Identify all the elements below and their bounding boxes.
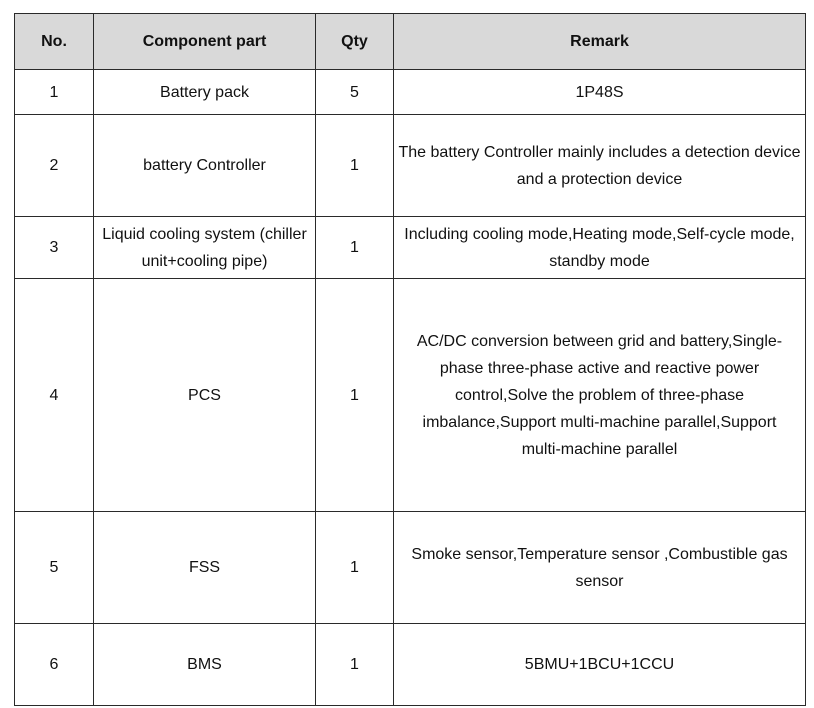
cell-no: 6 [15, 624, 94, 706]
cell-qty: 5 [316, 70, 394, 115]
table-row [15, 624, 806, 706]
table-row [15, 279, 806, 512]
cell-remark: Smoke sensor,Temperature sensor ,Combustible gas sensor [394, 512, 806, 624]
cell-remark: The battery Controller mainly includes a detection device and a protection device [394, 115, 806, 217]
table-row [15, 70, 806, 115]
cell-qty: 1 [316, 217, 394, 279]
cell-qty: 1 [316, 279, 394, 512]
cell-remark: Including cooling mode,Heating mode,Self-cycle mode, standby mode [394, 217, 806, 279]
cell-no: 2 [15, 115, 94, 217]
cell-no: 1 [15, 70, 94, 115]
cell-remark: AC/DC conversion between grid and battery,Single-phase three-phase active and reactive power control,Solve the problem of three-phase imbalance,Support multi-machine parallel,Support multi-machine parallel [394, 279, 806, 512]
cell-qty: 1 [316, 624, 394, 706]
cell-no: 3 [15, 217, 94, 279]
cell-no: 5 [15, 512, 94, 624]
table-row [15, 217, 806, 279]
table-row [15, 115, 806, 217]
cell-part: BMS [94, 624, 316, 706]
cell-part: FSS [94, 512, 316, 624]
cell-remark: 5BMU+1BCU+1CCU [394, 624, 806, 706]
cell-part: Battery pack [94, 70, 316, 115]
cell-part: PCS [94, 279, 316, 512]
header-no: No. [15, 14, 94, 70]
cell-part: battery Controller [94, 115, 316, 217]
cell-qty: 1 [316, 512, 394, 624]
header-component-part: Component part [94, 14, 316, 70]
cell-qty: 1 [316, 115, 394, 217]
cell-no: 4 [15, 279, 94, 512]
header-remark: Remark [394, 14, 806, 70]
header-qty: Qty [316, 14, 394, 70]
component-table [14, 13, 806, 706]
cell-remark: 1P48S [394, 70, 806, 115]
header-row [15, 14, 806, 70]
table-row [15, 512, 806, 624]
cell-part: Liquid cooling system (chiller unit+cooling pipe) [94, 217, 316, 279]
